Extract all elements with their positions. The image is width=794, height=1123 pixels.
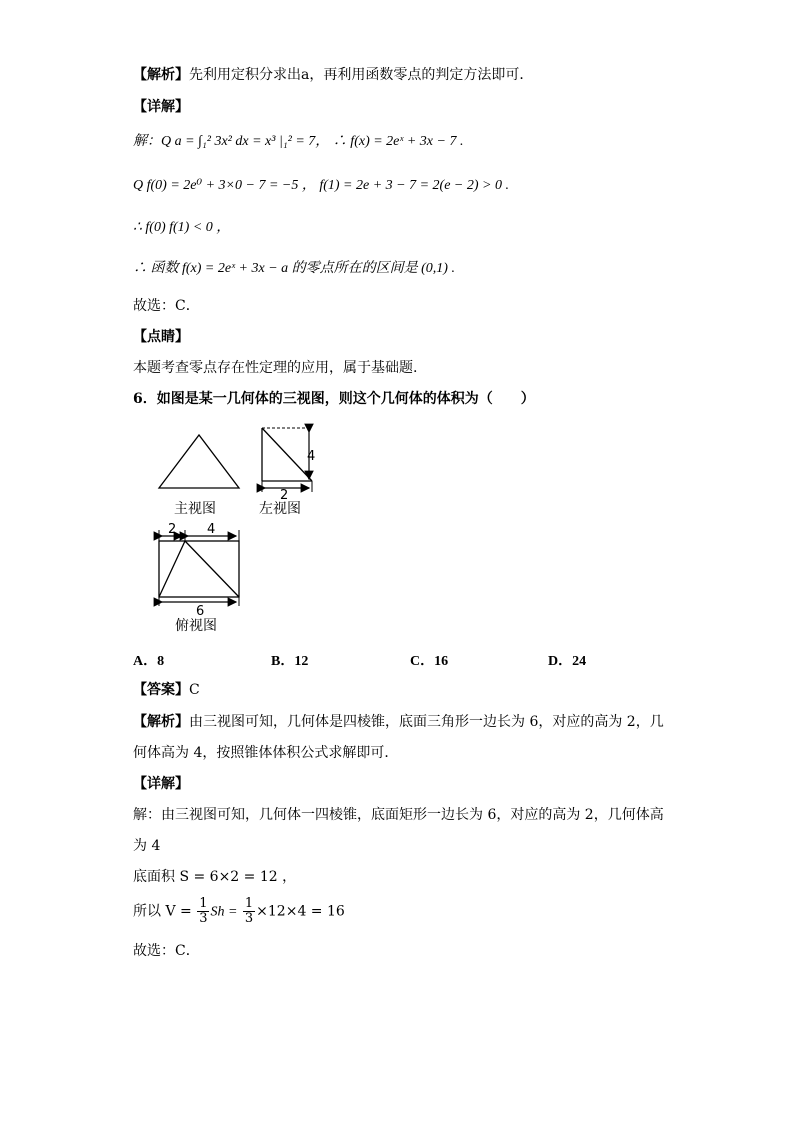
volume-suffix: ×12×4 = 16 xyxy=(256,903,345,920)
side-width-label: 2 xyxy=(280,488,289,503)
q6-analysis-text-1: 由三视图可知，几何体是四棱锥，底面三角形一边长为 6，对应的高为 2，几 xyxy=(189,714,664,730)
top-view-rect xyxy=(159,541,239,597)
q6-detail-line-1: 解：由三视图可知，几何体一四棱锥，底面矩形一边长为 6，对应的高为 2，几何体高 xyxy=(133,807,664,823)
top-dim-4-label: 4 xyxy=(207,522,216,537)
option-b[interactable]: B．12 xyxy=(271,654,309,669)
answer-tag: 【答案】 xyxy=(133,682,189,698)
analysis-text: 先利用定积分求出a，再利用函数零点的判定方法即可． xyxy=(189,67,534,83)
comment-text: 本题考查零点存在性定理的应用，属于基础题. xyxy=(133,360,418,376)
volume-prefix: 所以 V = xyxy=(133,903,192,920)
question-6-stem: 6．如图是某一几何体的三视图，则这个几何体的体积为（ ） xyxy=(133,391,535,407)
fraction-one-third-2: $\frac{1}{3}$ xyxy=(244,896,254,926)
analysis-tag: 【解析】 xyxy=(133,67,189,83)
q6-analysis-line-2: 何体高为 4，按照锥体体积公式求解即可． xyxy=(133,745,399,761)
analysis-line xyxy=(133,66,533,84)
q6-detail-line-2: 为 4 xyxy=(133,838,161,854)
side-view-label: 左视图 xyxy=(259,501,301,517)
volume-mid: Sh = xyxy=(210,904,238,920)
answer-line xyxy=(133,681,200,699)
q6-choice: 故选：C． xyxy=(133,943,200,959)
front-view-label: 主视图 xyxy=(174,501,216,517)
solution-line-3: ∴ f(0) f(1) < 0 ， xyxy=(133,220,231,235)
q6-analysis-line-1 xyxy=(133,713,664,731)
q6-detail-tag: 【详解】 xyxy=(133,776,189,792)
detail-tag: 【详解】 xyxy=(133,99,189,115)
fraction-one-third: $\frac{1}{3}$ xyxy=(199,896,208,926)
top-view-label: 俯视图 xyxy=(175,618,217,634)
option-a[interactable]: A．8 xyxy=(133,654,165,669)
solution-line-1: 解：Q a = ∫₁² 3x² dx = x³ |₁² = 7， ∴ f(x) = 2eˣ + 3x − 7 . xyxy=(133,134,464,149)
q6-volume-formula xyxy=(133,897,345,926)
answer-value: C xyxy=(189,682,200,698)
option-d[interactable]: D．24 xyxy=(548,654,587,669)
top-dim-6-label: 6 xyxy=(196,604,205,619)
choice-line: 故选：C． xyxy=(133,298,200,314)
solution-line-2: Q f(0) = 2e⁰ + 3×0 − 7 = −5 ， f(1) = 2e + 3 − 7 = 2(e − 2) > 0 . xyxy=(133,178,509,193)
q6-base-area: 底面积 S = 6×2 = 12 ， xyxy=(133,869,297,885)
top-dim-2-label: 2 xyxy=(168,522,177,537)
comment-tag: 【点睛】 xyxy=(133,329,189,345)
solution-line-4: ∴ 函数 f(x) = 2eˣ + 3x − a 的零点所在的区间是 (0,1) . xyxy=(133,261,455,276)
front-view-shape xyxy=(159,435,239,488)
option-c[interactable]: C．16 xyxy=(410,654,449,669)
q6-analysis-tag: 【解析】 xyxy=(133,714,189,730)
side-height-label: 4 xyxy=(307,449,316,464)
three-view-figure xyxy=(150,420,350,640)
